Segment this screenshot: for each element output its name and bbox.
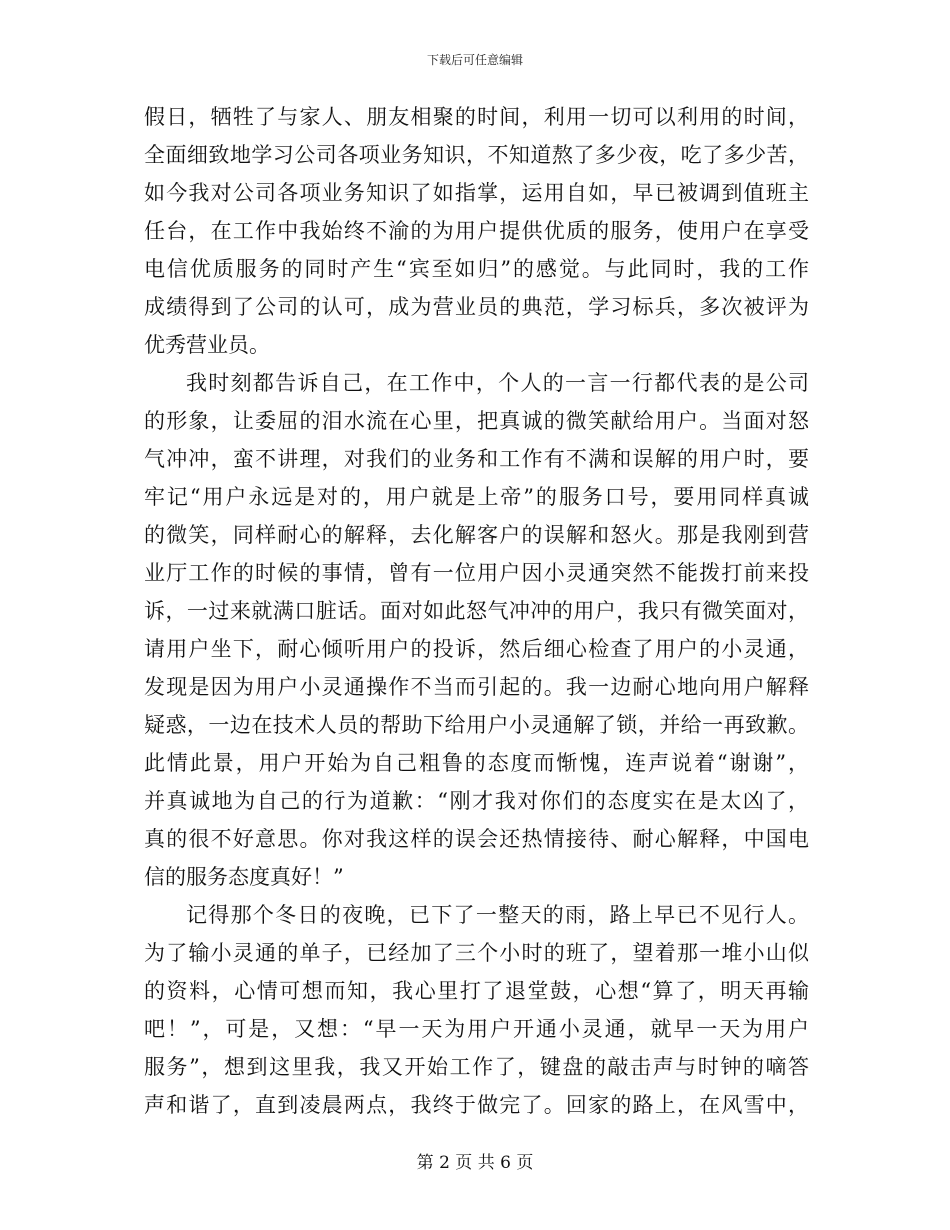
page-header: 下载后可任意编辑 (426, 53, 523, 67)
text-line: 诉，一过来就满口脏话。面对如此怒气冲冲的用户，我只有微笑面对， (144, 599, 809, 623)
text-line: 此情此景，用户开始为自己粗鲁的态度而惭愧，连声说着“谢谢”， (144, 751, 809, 775)
page-number-footer: 第 2 页 共 6 页 (416, 1153, 534, 1173)
text-line: 牢记“用户永远是对的，用户就是上帝”的服务口号，要用同样真诚 (144, 485, 809, 509)
text-line: 声和谐了，直到凌晨两点，我终于做完了。回家的路上，在风雪中， (144, 1093, 809, 1117)
text-line: 电信优质服务的同时产生“宾至如归”的感觉。与此同时，我的工作 (144, 257, 809, 281)
text-line: 假日，牺牲了与家人、朋友相聚的时间，利用一切可以利用的时间， (144, 105, 809, 129)
text-line: 吧！”，可是，又想：“早一天为用户开通小灵通，就早一天为用户 (144, 1017, 809, 1041)
text-line: 请用户坐下，耐心倾听用户的投诉，然后细心检查了用户的小灵通， (144, 637, 809, 661)
text-line: 业厅工作的时候的事情，曾有一位用户因小灵通突然不能拨打前来投 (144, 561, 809, 585)
text-line: 任台，在工作中我始终不渝的为用户提供优质的服务，使用户在享受 (144, 219, 809, 243)
text-line: 如今我对公司各项业务知识了如指掌，运用自如，早已被调到值班主 (144, 181, 809, 205)
text-line: 并真诚地为自己的行为道歉：“刚才我对你们的态度实在是太凶了， (144, 789, 809, 813)
text-line: 优秀营业员。 (144, 333, 270, 357)
text-line: 气冲冲，蛮不讲理，对我们的业务和工作有不满和误解的用户时，要 (144, 447, 809, 471)
text-line: 疑惑，一边在技术人员的帮助下给用户小灵通解了锁，并给一再致歉。 (144, 713, 809, 737)
paragraph-start-line: 记得那个冬日的夜晚，已下了一整天的雨，路上早已不见行人。 (186, 903, 809, 927)
text-line: 的资料，心情可想而知，我心里打了退堂鼓，心想“算了，明天再输 (144, 979, 809, 1003)
paragraph-start-line: 我时刻都告诉自己，在工作中，个人的一言一行都代表的是公司 (186, 371, 809, 395)
text-line: 信的服务态度真好！” (144, 865, 344, 889)
text-line: 全面细致地学习公司各项业务知识，不知道熬了多少夜，吃了多少苦， (144, 143, 809, 167)
text-line: 真的很不好意思。你对我这样的误会还热情接待、耐心解释，中国电 (144, 827, 809, 851)
text-line: 为了输小灵通的单子，已经加了三个小时的班了，望着那一堆小山似 (144, 941, 809, 965)
text-line: 发现是因为用户小灵通操作不当而引起的。我一边耐心地向用户解释 (144, 675, 809, 699)
text-line: 服务”，想到这里我，我又开始工作了，键盘的敲击声与时钟的嘀答 (144, 1055, 809, 1079)
text-line: 的形象，让委屈的泪水流在心里，把真诚的微笑献给用户。当面对怒 (144, 409, 809, 433)
text-line: 的微笑，同样耐心的解释，去化解客户的误解和怒火。那是我刚到营 (144, 523, 809, 547)
text-line: 成绩得到了公司的认可，成为营业员的典范，学习标兵，多次被评为 (144, 295, 809, 319)
document-body (144, 98, 809, 1124)
